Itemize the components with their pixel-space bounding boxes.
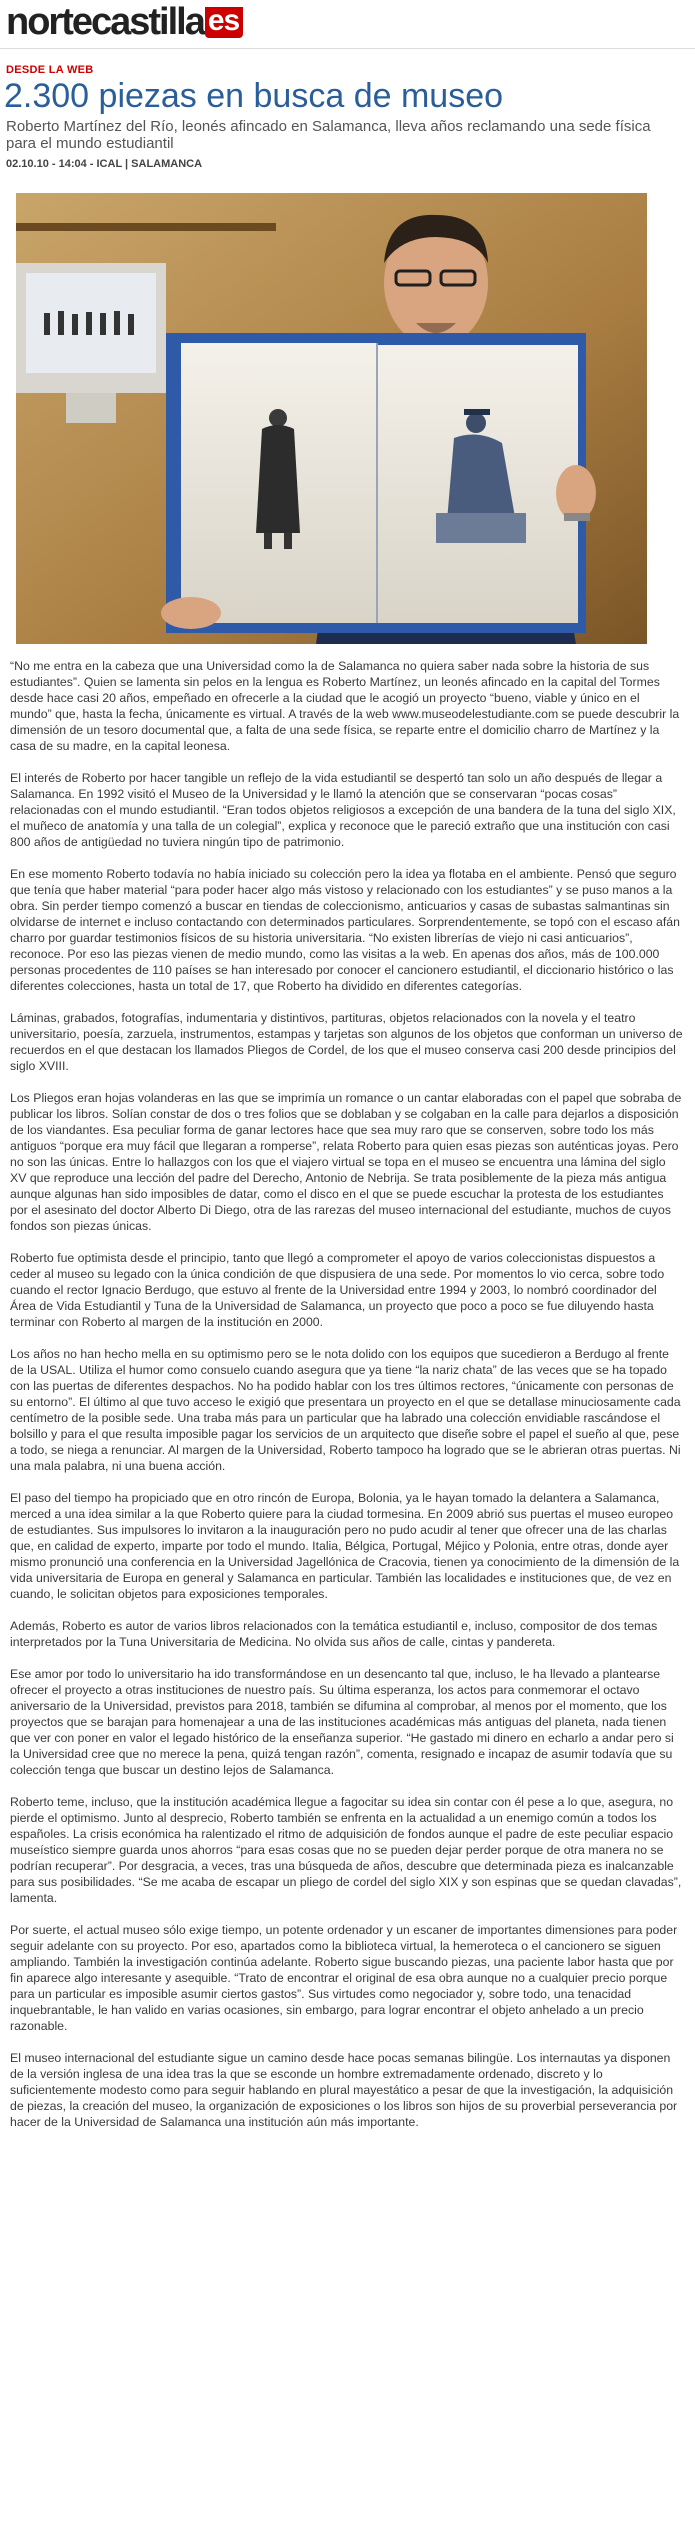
section-label[interactable]: DESDE LA WEB [6,64,94,76]
site-header [0,0,695,49]
article-paragraph: Los años no han hecho mella en su optimismo pero se le nota dolido con los equipos que sucedieron a Berdugo al frente de la USAL. Utiliza el humor como consuelo cuando asegura que ya tiene “la nariz chata” de las veces que se ha topado con las puertas de diferentes despachos. No ha podido hablar con los tres últimos rectores, “únicamente con personas de su entorno”. El último al que tuvo acceso le exigió que presentara un proyecto en el que se detallase minuciosamente cada centímetro de la posible sede. Una traba más para un particular que ha labrado una colección envidiable rascándose el bolsillo y para el que resulta imposible pagar los servicios de un arquitecto que diseñe sobre el papel el sueño al que, pese a todo, se niega a renunciar. Al margen de la Universidad, Roberto tampoco ha logrado que se le abrieran otras puertas. Ni una mala palabra, ni una buena acción. [10,1347,681,1473]
article-paragraph: Roberto teme, incluso, que la institución académica llegue a fagocitar su idea sin contar con él pese a lo que, asegura, no pierde el optimismo. Junto al desprecio, Roberto también se enfrenta en la actualidad a un enemigo común a todos los españoles. La crisis económica ha ralentizado el ritmo de adquisición de fondos aunque el padre de este peculiar espacio museístico siempre guarda unos ahorros “para esas cosas que no se pueden dejar perder porque de otra manera no se podrían recuperar”. Por desgracia, a veces, tras una búsqueda de años, descubre que determinada pieza es inalcanzable para sus posibilidades. “Se me acaba de escapar un pliego de cordel del siglo XIX y son espinas que se quedan clavadas”, lamenta. [10,1795,682,1905]
article-subtitle: Roberto Martínez del Río, leonés afincado en Salamanca, lleva años reclamando una sede física para el mundo estudiantil [6,118,651,152]
article-dateline: 02.10.10 - 14:04 - ICAL | SALAMANCA [6,158,203,170]
article-paragraph: “No me entra en la cabeza que una Universidad como la de Salamanca no quiera saber nada sobre la historia de sus estudiantes”. Quien se lamenta sin pelos en la lengua es Roberto Martínez, un leonés afincado en la capital del Tormes desde hace casi 20 años, empeñado en ofrecerle a la ciudad que le acogió un proyecto “bueno, viable y único en el mundo” que, hasta la fecha, únicamente es virtual. A través de la web www.museodelestudiante.com se puede descubrir la dimensión de un tesoro documental que, a falta de una sede física, se reparte entre el domicilio charro de Martínez y la casa de su madre, en la capital leonesa. [10,659,680,753]
article-photo [16,193,647,644]
article-paragraph: Además, Roberto es autor de varios libros relacionados con la temática estudiantil e, incluso, compositor de dos temas interpretados por la Tuna Universitaria de Medicina. No olvida sus años de calle, cintas y pandereta. [10,1619,658,1649]
article-paragraph: En ese momento Roberto todavía no había iniciado su colección pero la idea ya flotaba en el ambiente. Pensó que seguro que tenía que haber material “para poder hacer algo más vistoso y relacionado con los estudiantes” y se puso manos a la obra. Sin perder tiempo comenzó a buscar en tiendas de coleccionismo, anticuarios y casas de subastas salmantinas sin olvidarse de internet e incluso contactando con determinados particulares. Sorprendentemente, se topó con el escaso afán charro por guardar testimonios físicos de su historia universitaria. “No existen librerías de viejo ni casi anticuarios”, reconoce. Por eso las piezas vienen de medio mundo, como las visitas a la web. En apenas dos años, más de 100.000 personas procedentes de 110 países se han interesado por conocer el cancionero estudiantil, el diccionario histórico o las diferentes colecciones, hasta un total de 17, que Roberto ha dividido en diferentes categorías. [10,867,680,993]
article-paragraph: Los Pliegos eran hojas volanderas en las que se imprimía un romance o un cantar elaboradas con el papel que sobraba de publicar los libros. Solían constar de dos o tres folios que se doblaban y se colgaban en la calle para dejarlos a disposición de los viandantes. Esa peculiar forma de ganar lectores hace que sea muy raro que se conserven, sobre todo los más antiguos “porque era muy fácil que llegaran a romperse”, relata Roberto para quien esas piezas son auténticas joyas. Pero no son las únicas. Entre lo hallazgos con los que el viajero virtual se topa en el museo se encuentra una lámina del siglo XV que reproduce una lección del padre del Derecho, Antonio de Nebrija. Se trata posiblemente de la pieza más antigua aunque algunas han sido imposibles de datar, como el disco en el que se puede escuchar la protesta de los estudiantes por el asesinato del doctor Alberto Di Diego, otra de las rarezas del museo internacional del estudiante, muchos de cuyos fondos son piezas únicas. [10,1091,682,1233]
article-paragraph: Ese amor por todo lo universitario ha ido transformándose en un desencanto tal que, incluso, le ha llevado a plantearse ofrecer el proyecto a otras instituciones de nuestro país. Su última esperanza, los actos para conmemorar el octavo aniversario de la Universidad, previstos para 2018, también se difumina al comprobar, al menos por el momento, que los proyectos que se barajan para homenajear a una de las instituciones académicas más antiguas del planeta, nada tienen que ver con poner en valor el legado histórico de la enseñanza superior. “He gastado mi dinero en echarlo a andar pero si la Universidad cree que no merece la pena, quizá tengan razón”, comenta, resignado e incapaz de asumir todavía que su colección tenga que buscar un destino lejos de Salamanca. [10,1667,674,1777]
article-title: 2.300 piezas en busca de museo [4,77,504,115]
article-body [10,658,683,2146]
logo-wordmark: nortecastilla [6,1,204,43]
article-paragraph: Roberto fue optimista desde el principio, tanto que llegó a comprometer el apoyo de varios coleccionistas dispuestos a ceder al museo su legado con la única condición de que dispusiera de una sede. Por momentos lo vio cerca, sobre todo cuando el rector Ignacio Berdugo, que estuvo al frente de la Universidad entre 1994 y 2003, lo nombró coordinador del Área de Vida Estudiantil y Tuna de la Universidad de Salamanca, un proyecto que poco a poco se fue diluyendo hasta terminar con Roberto al margen de la institución en 2000. [10,1251,665,1329]
site-logo[interactable] [6,1,243,43]
article-paragraph: Por suerte, el actual museo sólo exige tiempo, un potente ordenador y un escaner de importantes dimensiones para poder seguir adelante con su proyecto. Por eso, apartados como la biblioteca virtual, la hemeroteca o el cancionero se siguen ampliando. También la investigación continúa adelante. Roberto sigue buscando piezas, una paciente labor hasta que por fin aparece algo interesante y asequible. “Trato de encontrar el original de esa obra aunque no a cualquier precio porque para un particular es imposible asumir ciertos gastos”. Sus virtudes como negociador y, sobre todo, una tenacidad inquebrantable, le han valido en varias ocasiones, sin embargo, para lograr encontrar el objeto anhelado a un precio razonable. [10,1923,678,2033]
article-paragraph: El paso del tiempo ha propiciado que en otro rincón de Europa, Bolonia, ya le hayan tomado la delantera a Salamanca, merced a una idea similar a la que Roberto quiere para la ciudad tormesina. En 2009 abrió sus puertas el museo europeo de estudiantes. Sus impulsores lo invitaron a la inauguración pero no pudo acudir al tener que ofrecer una de las charlas que, en calidad de experto, imparte por todo el mundo. Italia, Bélgica, Portugal, Méjico y Polonia, entre otras, donde ayer mismo pronunció una conferencia en la Universidad Jagellónica de Cracovia, tienen ya conocimiento de la dimensión de la vida universitaria de Europa en general y Salamanca en particular. También las localidades e instituciones que, de vez en cuando, le solicitan objetos para exposiciones temporales. [10,1491,680,1601]
article-paragraph: El museo internacional del estudiante sigue un camino desde hace pocas semanas bilingüe. Los internautas ya disponen de la versión inglesa de una idea tras la que se esconde un hombre extremadamente ordenado, discreto y lo suficientemente modesto como para seguir hablando en plural mayestático a pesar de que la investigación, la adquisición de piezas, la creación del museo, la organización de exposiciones o los libros son hijos de su proverbial perseverancia por hacer de la Universidad de Salamanca una institución aún más importante. [10,2051,678,2129]
photo-illustration [16,193,647,644]
article-paragraph: El interés de Roberto por hacer tangible un reflejo de la vida estudiantil se despertó tan solo un año después de llegar a Salamanca. En 1992 visitó el Museo de la Universidad y le llamó la atención que se conservaran “pocas cosas” relacionadas con el mundo estudiantil. “Eran todos objetos religiosos a excepción de una bandera de la tuna del siglo XIX, el muñeco de anatomía y una talla de un colegial”, explica y reconoce que le pareció extraño que una institución con casi 800 años de antigüedad no tuviera ningún tipo de patrimonio. [10,771,676,849]
logo-es-badge: es [205,7,243,38]
article-paragraph: Láminas, grabados, fotografías, indumentaria y distintivos, partituras, objetos relacionados con la novela y el teatro universitario, poesía, zarzuela, instrumentos, estampas y tarjetas son algunos de los objetos que conforman un universo de recuerdos en el que destacan los llamados Pliegos de Cordel, de los que el museo conserva casi 200 desde principios del siglo XVIII. [10,1011,683,1073]
